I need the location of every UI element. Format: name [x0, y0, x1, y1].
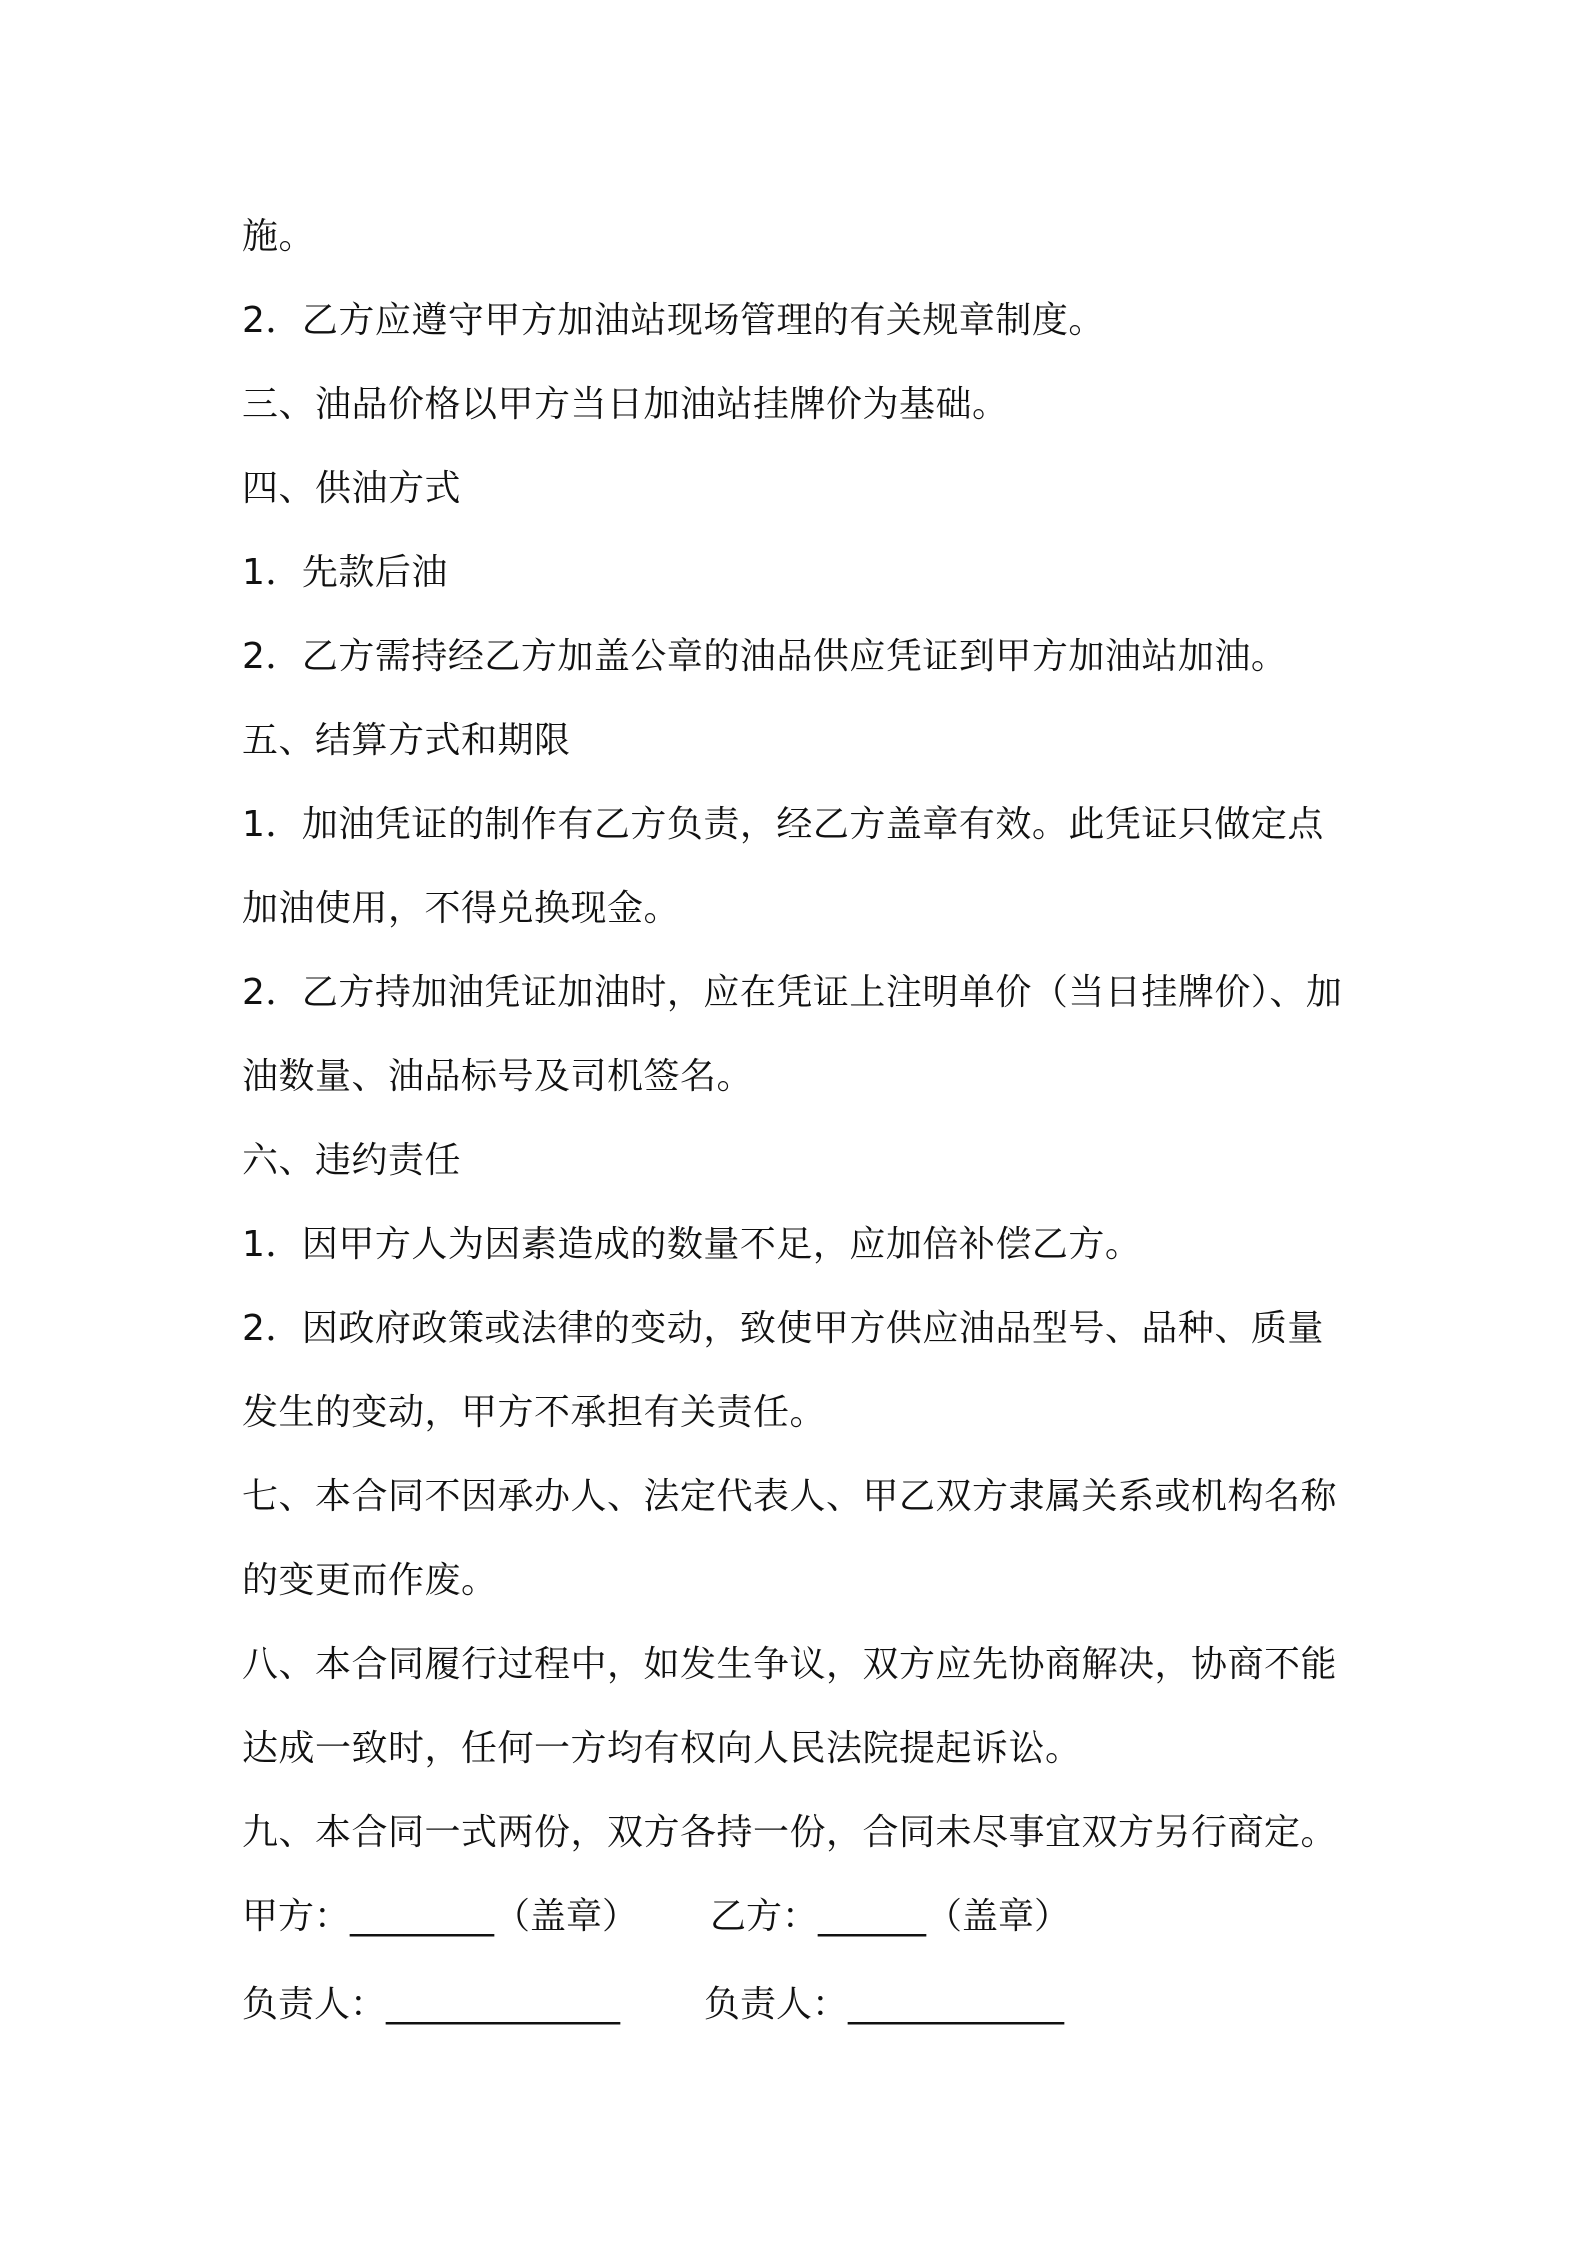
text-line-6: 2．乙方需持经乙方加盖公章的油品供应凭证到甲方加油站加油。	[242, 636, 1288, 677]
text-line-16: 七、本合同不因承办人、法定代表人、甲乙双方隶属关系或机构名称	[242, 1476, 1338, 1517]
text-line-13: 1．因甲方人为因素造成的数量不足，应加倍补偿乙方。	[242, 1224, 1142, 1265]
text-line-19: 达成一致时，任何一方均有权向人民法院提起诉讼。	[242, 1728, 1082, 1769]
text-line-17: 的变更而作废。	[242, 1560, 498, 1601]
text-line-18: 八、本合同履行过程中，如发生争议，双方应先协商解决，协商不能	[242, 1644, 1338, 1685]
signature-row-parties	[242, 1875, 1362, 1963]
section-heading-liability: 六、违约责任	[242, 1140, 462, 1181]
section-heading-supply-method: 四、供油方式	[242, 468, 462, 509]
signature-row-persons	[242, 1963, 1362, 2051]
text-line-20: 九、本合同一式两份，双方各持一份，合同未尽事宜双方另行商定。	[242, 1812, 1338, 1853]
text-line-8: 1．加油凭证的制作有乙方负责，经乙方盖章有效。此凭证只做定点	[242, 804, 1324, 845]
text-line-5: 1．先款后油	[242, 552, 448, 593]
section-heading-settlement: 五、结算方式和期限	[242, 720, 571, 761]
party-b-signature: 乙方：______（盖章）	[710, 1896, 1071, 1937]
text-line-10: 2．乙方持加油凭证加油时，应在凭证上注明单价（当日挂牌价）、加	[242, 972, 1343, 1013]
text-line-15: 发生的变动，甲方不承担有关责任。	[242, 1392, 827, 1433]
text-line-3: 三、油品价格以甲方当日加油站挂牌价为基础。	[242, 384, 1009, 425]
person-a-signature: 负责人：_____________	[242, 1984, 621, 2025]
text-line-2: 2．乙方应遵守甲方加油站现场管理的有关规章制度。	[242, 300, 1105, 341]
person-b-signature: 负责人：____________	[704, 1984, 1065, 2025]
text-line-1: 施。	[242, 216, 316, 257]
text-line-9: 加油使用，不得兑换现金。	[242, 888, 681, 929]
text-line-14: 2．因政府政策或法律的变动，致使甲方供应油品型号、品种、质量	[242, 1308, 1324, 1349]
contract-page	[242, 195, 1362, 2051]
party-a-signature: 甲方：________（盖章）	[242, 1896, 639, 1937]
text-line-11: 油数量、油品标号及司机签名。	[242, 1056, 754, 1097]
